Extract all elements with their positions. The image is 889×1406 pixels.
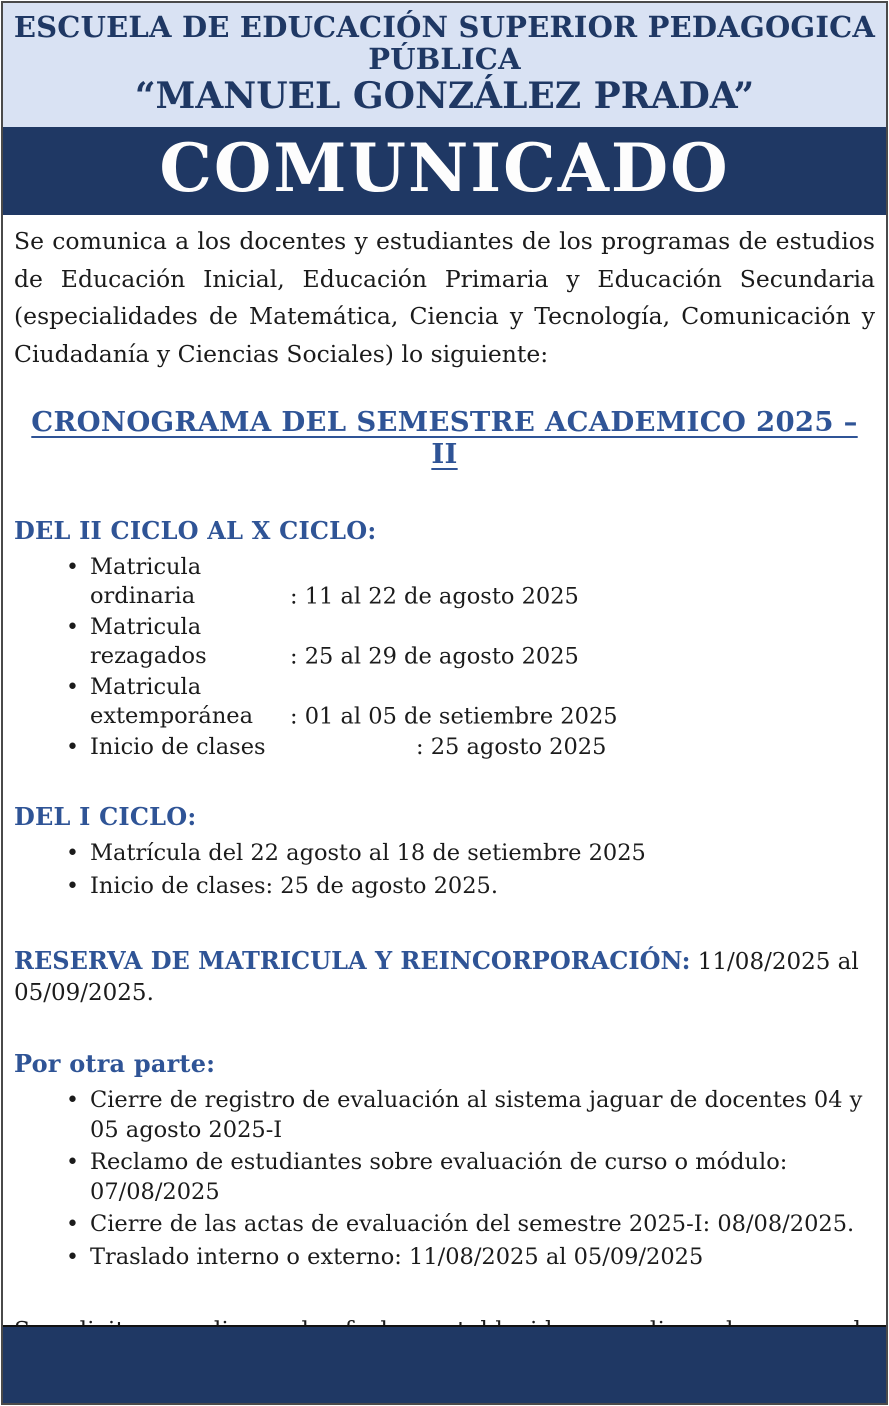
document-body (0, 215, 889, 1406)
list-item: • Inicio de clases: 25 de agosto 2025. (14, 872, 875, 902)
ciclo2-list (14, 553, 875, 763)
list-item: • Cierre de las actas de evaluación del semestre 2025-I: 08/08/2025. (14, 1210, 875, 1240)
item-value: : 25 al 29 de agosto 2025 (290, 643, 579, 670)
reserva-label: RESERVA DE MATRICULA Y REINCORPORACIÓN: (14, 946, 691, 976)
item-label: Matricula ordinaria (90, 553, 202, 610)
list-item (14, 733, 875, 763)
letterhead (3, 3, 886, 127)
main-heading: CRONOGRAMA DEL SEMESTRE ACADEMICO 2025 – II (31, 405, 858, 470)
institution-subname: “MANUEL GONZÁLEZ PRADA” (134, 74, 755, 117)
reserva-value: 11/08/2025 al 05/09/2025. (14, 949, 859, 1007)
banner (3, 127, 886, 215)
reserva-line (14, 945, 875, 1009)
item-label: Matricula extemporánea (90, 673, 254, 730)
otra-parte-list (14, 1086, 875, 1272)
list-item: • Traslado interno o externo: 11/08/2025 al 05/09/2025 (14, 1243, 875, 1273)
intro-paragraph: Se comunica a los docentes y estudiantes de los programas de estudios de Educación Inicial, Educación Primaria y Educación Secundaria (especialidades de Matemática, Ciencia y Tecnología, Comunicación y Ciudadanía y Ciencias Sociales) lo siguiente: (14, 227, 875, 368)
section-title-ciclo2: DEL II CICLO AL X CICLO: (14, 515, 377, 545)
section-title-otra-parte: Por otra parte: (14, 1049, 216, 1079)
ciclo1-list (14, 839, 875, 901)
item-label: Matricula rezagados (90, 613, 207, 670)
banner-title: COMUNICADO (159, 129, 730, 208)
list-item: • Reclamo de estudiantes sobre evaluación de curso o módulo: 07/08/2025 (14, 1148, 875, 1207)
list-item (14, 553, 875, 612)
item-label: Inicio de clases (90, 733, 266, 760)
institution-name: ESCUELA DE EDUCACIÓN SUPERIOR PEDAGOGICA PÚBLICA (13, 10, 876, 76)
section-title-ciclo1: DEL I CICLO: (14, 802, 197, 832)
footer-bar (3, 1325, 886, 1403)
list-item: • Cierre de registro de evaluación al sistema jaguar de docentes 04 y 05 agosto 2025-I (14, 1086, 875, 1145)
list-item (14, 673, 875, 732)
list-item (14, 613, 875, 672)
item-value: : 01 al 05 de setiembre 2025 (290, 703, 618, 730)
item-value: : 11 al 22 de agosto 2025 (290, 583, 579, 610)
list-item: • Matrícula del 22 agosto al 18 de setiembre 2025 (14, 839, 875, 869)
item-value: : 25 agosto 2025 (416, 733, 607, 760)
